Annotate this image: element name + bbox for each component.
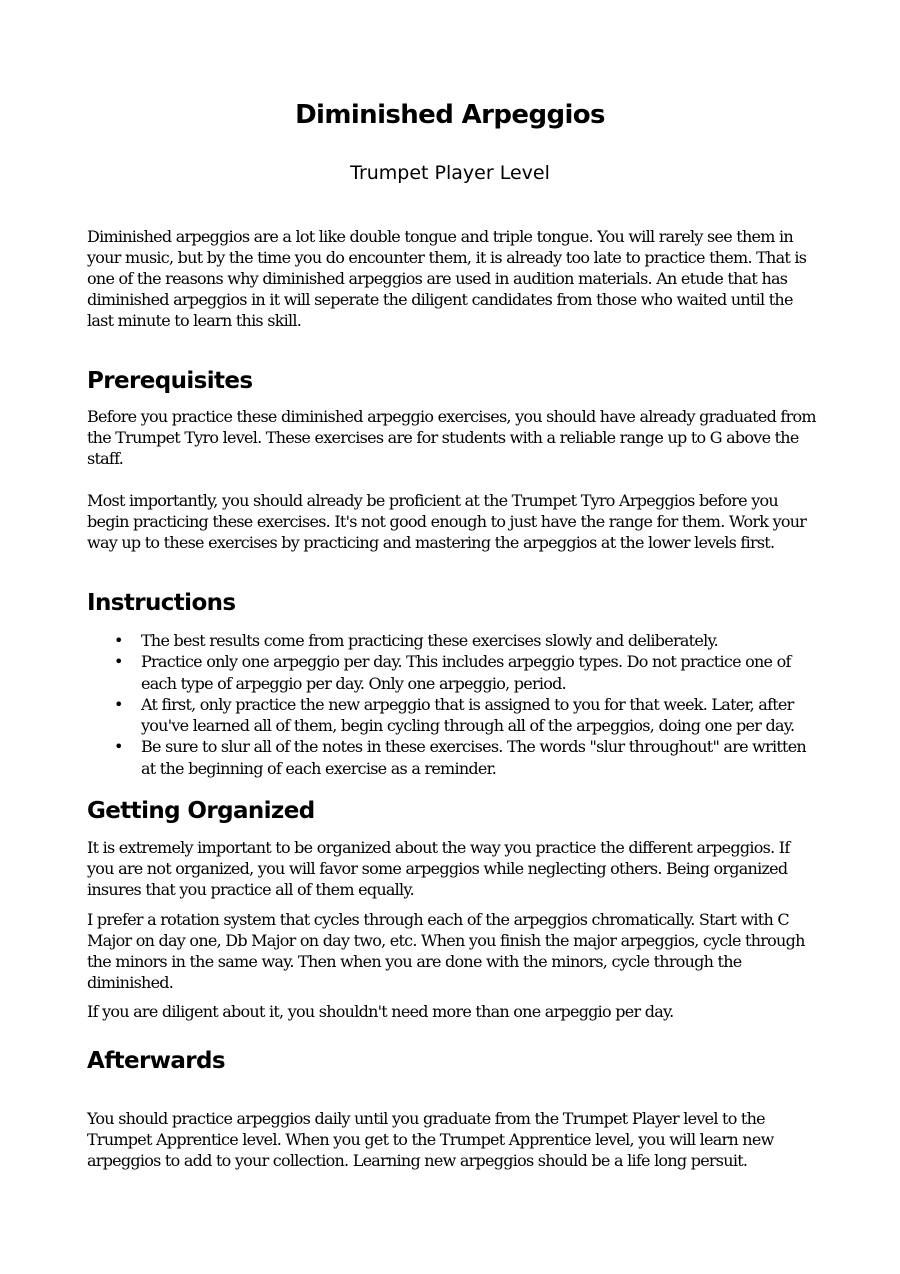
- list-item-text: Practice only one arpeggio per day. This includes arpeggio types. Do not practice one of each type of arpeggio per day. Only one arpeggio, period.: [141, 652, 791, 693]
- afterwards-heading: Afterwards: [87, 1048, 226, 1074]
- bullet-icon: •: [114, 652, 123, 672]
- bullet-icon: •: [114, 694, 123, 714]
- bullet-icon: •: [114, 631, 123, 650]
- list-item: [87, 694, 817, 737]
- document-subtitle: Trumpet Player Level: [350, 162, 550, 184]
- organized-paragraph-1: It is extremely important to be organized about the way you practice the different arpeggios. If you are not organized, you will favor some arpeggios while neglecting others. Being organized insures that you practice all of them equally.: [87, 838, 790, 899]
- list-item: [87, 630, 817, 651]
- list-item-text: At first, only practice the new arpeggio that is assigned to you for that week. Later, after you've learned all of them, begin cycling through all of the arpeggios, doing one per day.: [141, 694, 795, 736]
- intro-paragraph: Diminished arpeggios are a lot like double tongue and triple tongue. You will rarely see them in your music, but by the time you do encounter them, it is already too late to practice them. That is one of the reasons why diminished arpeggios are used in audition materials. An etude that has diminished arpeggios in it will seperate the diligent candidates from those who waited until the last minute to learn this skill.: [87, 227, 807, 330]
- list-item: [87, 736, 817, 779]
- instructions-list: [87, 630, 817, 779]
- prerequisites-paragraph-2: Most importantly, you should already be proficient at the Trumpet Tyro Arpeggios before you begin practicing these exercises. It's not good enough to just have the range for them. Work your way up to these exercises by practicing and mastering the arpeggios at the lower levels first.: [87, 491, 807, 552]
- instructions-heading: Instructions: [87, 590, 236, 616]
- document-title: Diminished Arpeggios: [295, 100, 605, 130]
- list-item-text: Be sure to slur all of the notes in these exercises. The words "slur throughout" are written at the beginning of each exercise as a reminder.: [141, 737, 806, 778]
- bullet-icon: •: [114, 737, 123, 757]
- list-item: [87, 651, 817, 694]
- afterwards-paragraph: You should practice arpeggios daily until you graduate from the Trumpet Player level to the Trumpet Apprentice level. When you get to the Trumpet Apprentice level, you will learn new arpeggios to add to your collection. Learning new arpeggios should be a life long persuit.: [87, 1109, 774, 1170]
- organized-paragraph-3: If you are diligent about it, you shouldn't need more than one arpeggio per day.: [87, 1002, 674, 1021]
- getting-organized-heading: Getting Organized: [87, 798, 315, 824]
- organized-paragraph-2: I prefer a rotation system that cycles through each of the arpeggios chromatically. Start with C Major on day one, Db Major on day two, etc. When you finish the major arpeggios, cycle through the minors in the same way. Then when you are done with the minors, cycle through the diminished.: [87, 910, 805, 992]
- prerequisites-heading: Prerequisites: [87, 368, 253, 394]
- list-item-text: The best results come from practicing these exercises slowly and deliberately.: [141, 631, 718, 650]
- prerequisites-paragraph-1: Before you practice these diminished arpeggio exercises, you should have already graduated from the Trumpet Tyro level. These exercises are for students with a reliable range up to G above the staff.: [87, 407, 816, 468]
